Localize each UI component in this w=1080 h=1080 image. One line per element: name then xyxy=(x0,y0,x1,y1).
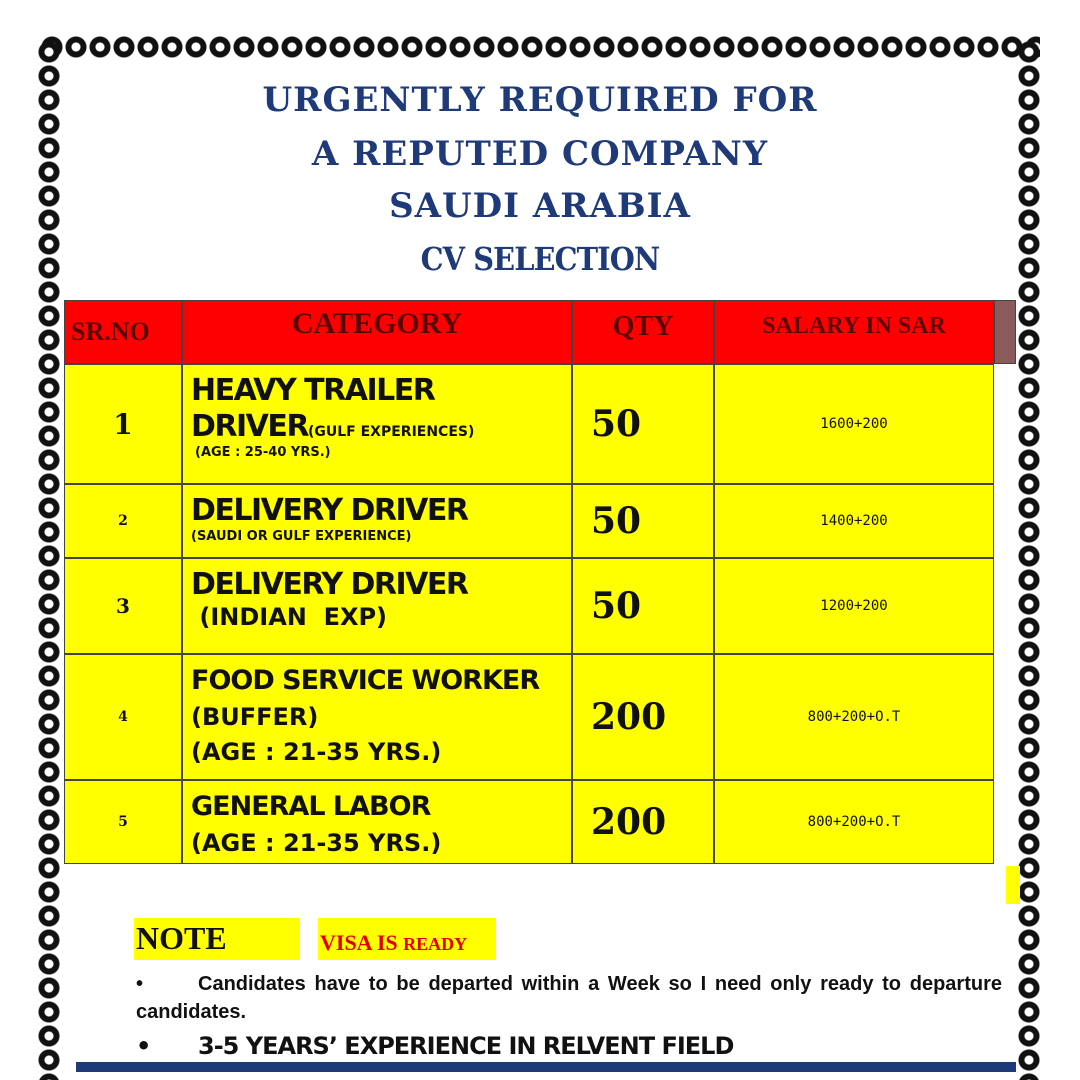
table-row xyxy=(64,484,994,558)
row-salary: 800+200+O.T xyxy=(714,780,994,864)
category-note: (SAUDI OR GULF EXPERIENCE) xyxy=(191,529,412,544)
row-number: 2 xyxy=(64,484,182,558)
table-header-row xyxy=(64,300,994,364)
header-stub xyxy=(994,300,1016,364)
category-note: (INDIAN EXP) xyxy=(191,603,388,631)
row-category xyxy=(182,654,572,780)
headline-line-2: A REPUTED COMPANY xyxy=(311,134,769,174)
bottom-bar xyxy=(76,1062,1016,1072)
column-header-qty: QTY xyxy=(572,300,714,364)
category-title: DELIVERY DRIVER xyxy=(191,567,468,602)
category-note: (GULF EXPERIENCES) xyxy=(307,424,475,440)
row-salary: 800+200+O.T xyxy=(714,654,994,780)
yellow-tab-decoration xyxy=(1006,866,1020,904)
visa-status xyxy=(320,930,467,956)
row-number: 1 xyxy=(64,364,182,484)
note-bullet-2-text: 3-5 YEARS’ EXPERIENCE IN RELVENT FIELD xyxy=(198,1032,734,1060)
category-title-2: DRIVER xyxy=(191,409,308,444)
category-note: (AGE : 21-35 YRS.) xyxy=(191,829,442,858)
note-bullet-1-text: Candidates have to be departed within a Week so I need only ready to departure candidates. xyxy=(136,973,1002,1023)
category-title: GENERAL LABOR xyxy=(191,791,431,822)
category-title-2: (BUFFER) xyxy=(191,703,319,732)
headline-cv-selection: CV SELECTION xyxy=(420,240,660,278)
decorative-border-top xyxy=(40,34,1040,60)
row-number: 3 xyxy=(64,558,182,654)
bullet-icon: • xyxy=(136,1032,151,1060)
table-row xyxy=(64,780,994,864)
row-qty: 50 xyxy=(572,558,714,654)
note-label: NOTE xyxy=(136,920,227,956)
column-header-srno: SR.NO xyxy=(64,300,182,364)
visa-status-a: VISA IS xyxy=(320,930,404,955)
row-number: 5 xyxy=(64,780,182,864)
category-note-2: (AGE : 25-40 YRS.) xyxy=(195,445,331,460)
visa-status-b: READY xyxy=(403,934,468,954)
row-qty: 50 xyxy=(572,484,714,558)
bullet-icon: • xyxy=(136,973,144,995)
row-category xyxy=(182,780,572,864)
category-title: HEAVY TRAILER xyxy=(191,373,435,408)
row-number: 4 xyxy=(64,654,182,780)
column-header-salary: SALARY IN SAR xyxy=(714,300,994,364)
row-qty: 200 xyxy=(572,780,714,864)
row-salary: 1600+200 xyxy=(714,364,994,484)
row-salary: 1200+200 xyxy=(714,558,994,654)
row-category xyxy=(182,558,572,654)
row-qty: 50 xyxy=(572,364,714,484)
headline-line-1: URGENTLY REQUIRED FOR xyxy=(262,80,818,120)
headline-line-3: SAUDI ARABIA xyxy=(389,186,691,226)
category-note: (AGE : 21-35 YRS.) xyxy=(191,737,442,766)
row-category xyxy=(182,484,572,558)
table-row xyxy=(64,654,994,780)
row-salary: 1400+200 xyxy=(714,484,994,558)
category-title: FOOD SERVICE WORKER xyxy=(191,665,540,696)
table-row xyxy=(64,558,994,654)
row-qty: 200 xyxy=(572,654,714,780)
table-row xyxy=(64,364,994,484)
category-title: DELIVERY DRIVER xyxy=(191,493,468,528)
column-header-category: CATEGORY xyxy=(182,300,572,364)
note-bullet-1 xyxy=(136,970,1002,1026)
note-bullet-2 xyxy=(136,1032,733,1060)
row-category xyxy=(182,364,572,484)
